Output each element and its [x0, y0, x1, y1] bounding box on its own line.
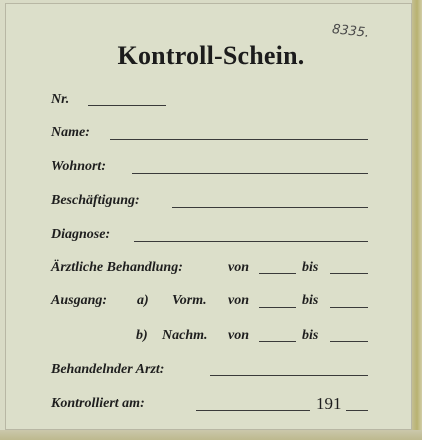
field-year-line: [346, 410, 368, 411]
field-diagnose-line: [134, 241, 368, 242]
label-behandlung: Ärztliche Behandlung:: [51, 260, 183, 275]
label-nr: Nr.: [51, 92, 70, 107]
form-title: Kontroll-Schein.: [117, 41, 305, 70]
label-ausgang-a-von: von: [228, 293, 249, 308]
field-ausgang-a-bis-line: [330, 307, 368, 308]
label-ausgang-b-period: Nachm.: [162, 328, 208, 343]
label-kontrolliert: Kontrolliert am:: [51, 396, 145, 411]
label-ausgang-a-bis: bis: [302, 293, 319, 308]
field-kontrolliert-date-line: [196, 410, 310, 411]
card-edge-bottom: [0, 430, 422, 440]
label-ausgang-b-von: von: [228, 328, 249, 343]
label-diagnose: Diagnose:: [51, 227, 111, 242]
label-behandlung-bis: bis: [302, 260, 319, 275]
label-beschaeftigung: Beschäftigung:: [51, 193, 140, 208]
field-ausgang-a-von-line: [259, 307, 296, 308]
field-ausgang-b-von-line: [259, 341, 296, 342]
field-nr-line: [88, 105, 166, 106]
field-ausgang-b-bis-line: [330, 341, 368, 342]
handwritten-number: 8335.: [331, 22, 370, 41]
label-ausgang-a: a): [137, 293, 149, 308]
field-arzt-line: [210, 375, 368, 376]
year-prefix: 191: [316, 394, 342, 413]
field-name-line: [110, 139, 368, 140]
field-behandlung-von-line: [259, 273, 296, 274]
label-ausgang: Ausgang:: [51, 293, 108, 308]
label-ausgang-a-period: Vorm.: [172, 293, 207, 308]
label-arzt: Behandelnder Arzt:: [51, 362, 165, 377]
label-name: Name:: [51, 125, 90, 140]
label-ausgang-b-bis: bis: [302, 328, 319, 343]
label-behandlung-von: von: [228, 260, 249, 275]
field-beschaeftigung-line: [172, 207, 368, 208]
field-wohnort-line: [132, 173, 368, 174]
label-ausgang-b: b): [136, 328, 148, 343]
field-behandlung-bis-line: [330, 273, 368, 274]
label-wohnort: Wohnort:: [51, 159, 106, 174]
